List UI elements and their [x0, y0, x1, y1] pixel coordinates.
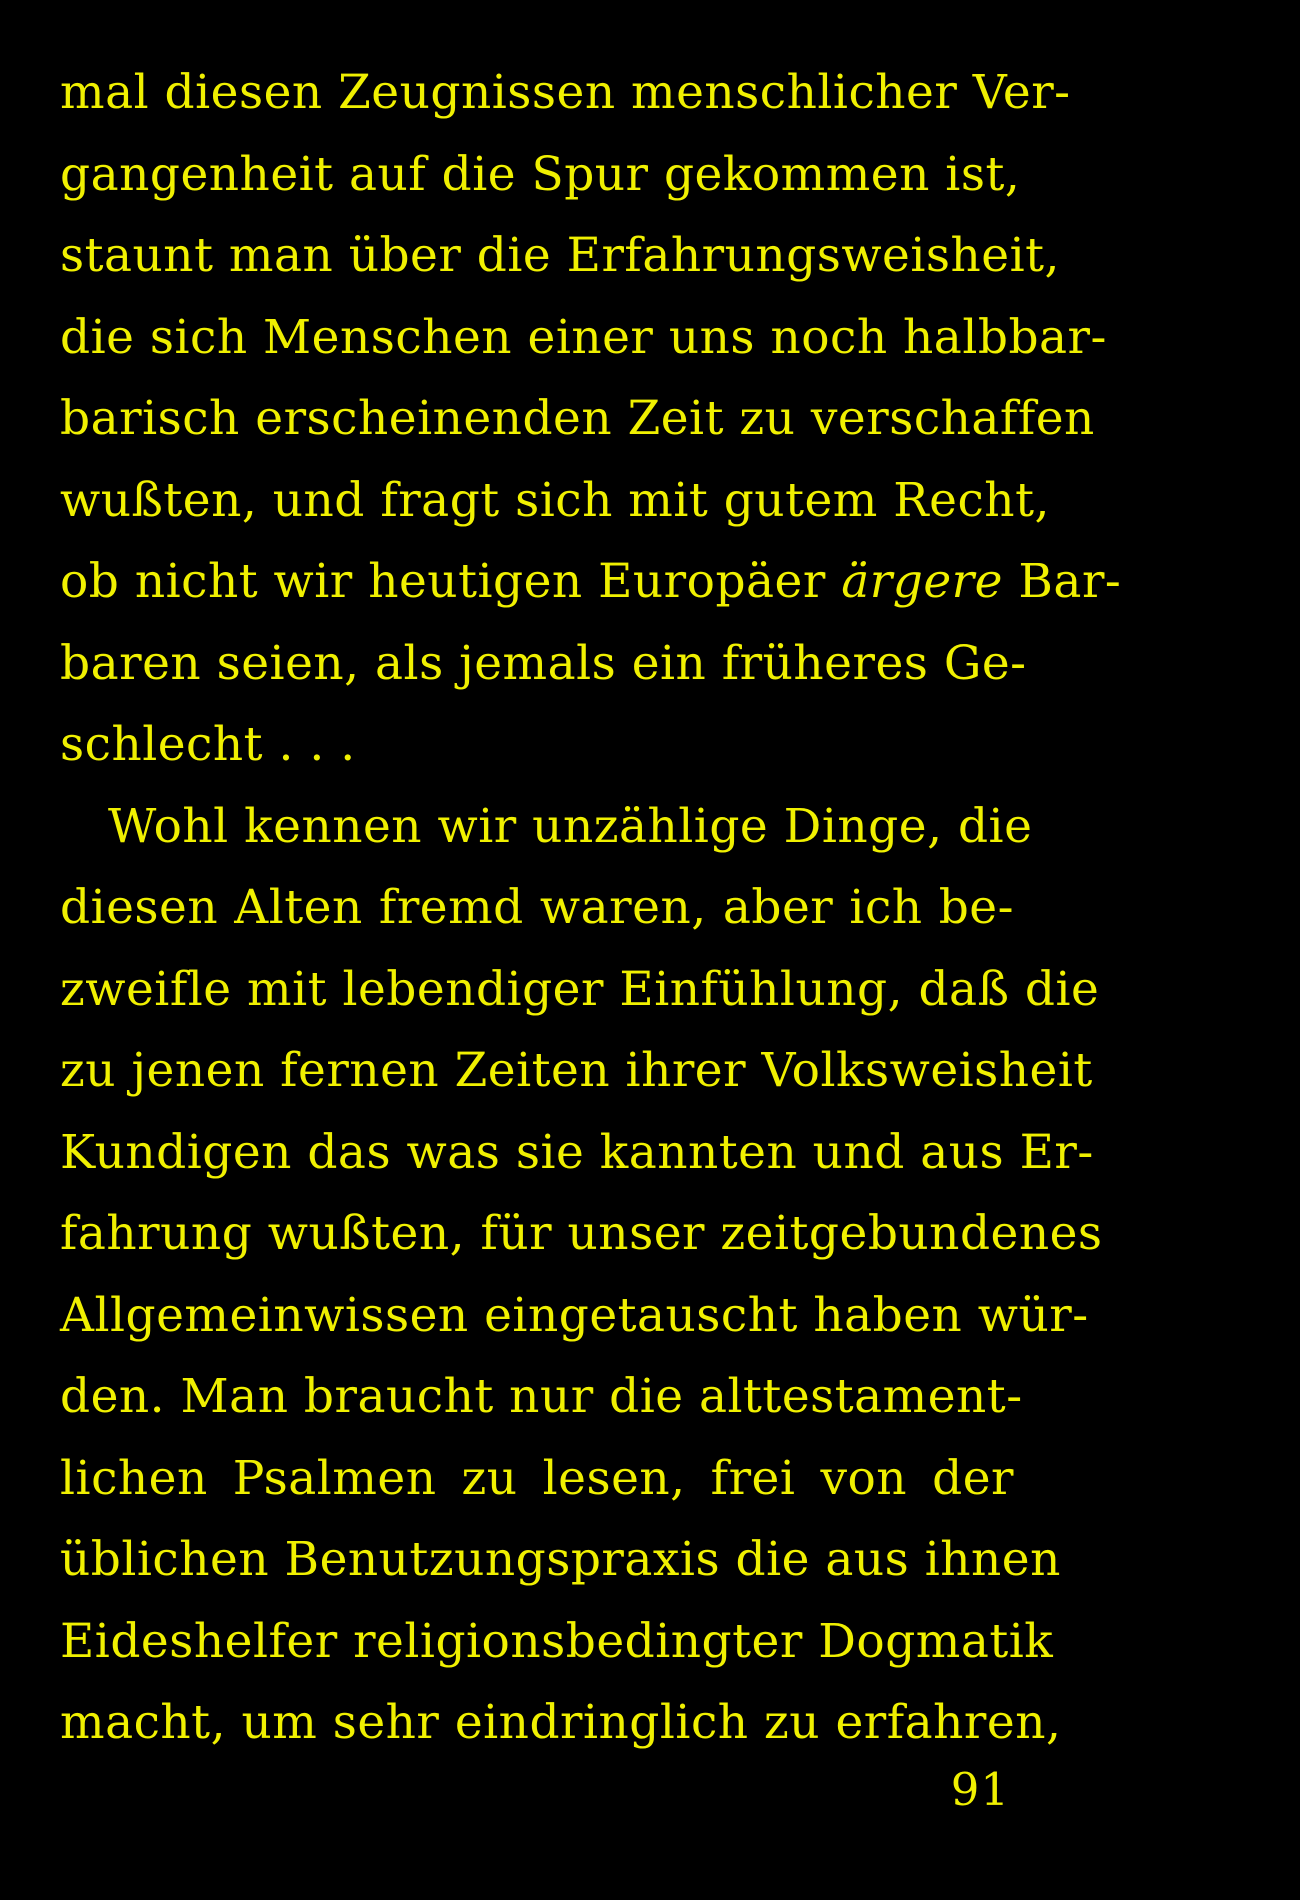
- text-line: Wohl kennen wir unzählige Dinge, die: [108, 798, 1033, 854]
- text-line: den. Man braucht nur die alttestament-: [60, 1369, 1023, 1424]
- text-line: lichen Psalmen zu lesen, frei von der: [60, 1450, 1014, 1506]
- text-line: baren seien, als jemals ein früheres Ge-: [60, 635, 1027, 691]
- text-line: wußten, und fragt sich mit gutem Recht,: [60, 472, 1050, 528]
- page-number: 91: [950, 1763, 1010, 1816]
- text-line: fahrung wußten, für unser zeitgebundenes: [60, 1206, 1103, 1261]
- text-line: diesen Alten fremd waren, aber ich be-: [60, 880, 1014, 935]
- text-run: ob nicht wir heutigen Europäer: [60, 554, 842, 609]
- text-line: mal diesen Zeugnissen menschlicher Ver-: [60, 65, 1071, 120]
- text-line: schlecht . . .: [60, 717, 356, 772]
- text-line: Allgemeinwissen eingetauscht haben wür-: [60, 1287, 1089, 1343]
- text-line: staunt man über die Erfahrungsweisheit,: [60, 228, 1060, 283]
- text-line: Kundigen das was sie kannten und aus Er-: [60, 1124, 1094, 1180]
- emphasized-word: ärgere: [841, 554, 1003, 609]
- text-line: Eideshelfer religionsbedingter Dogmatik: [60, 1613, 1054, 1669]
- text-line-with-emphasis: [60, 541, 1122, 623]
- text-line: üblichen Benutzungspraxis die aus ihnen: [60, 1532, 1061, 1587]
- text-run: Bar-: [1002, 554, 1122, 609]
- body-text: [60, 52, 1122, 1764]
- text-line: gangenheit auf die Spur gekommen ist,: [60, 146, 1021, 202]
- text-line: barisch erscheinenden Zeit zu verschaffen: [60, 391, 1095, 446]
- text-line: zweifle mit lebendiger Einfühlung, daß die: [60, 961, 1100, 1017]
- text-line: zu jenen fernen Zeiten ihrer Volksweisheit: [60, 1043, 1093, 1098]
- text-line: die sich Menschen einer uns noch halbbar-: [60, 309, 1107, 365]
- text-line: macht, um sehr eindringlich zu erfahren,: [60, 1695, 1062, 1750]
